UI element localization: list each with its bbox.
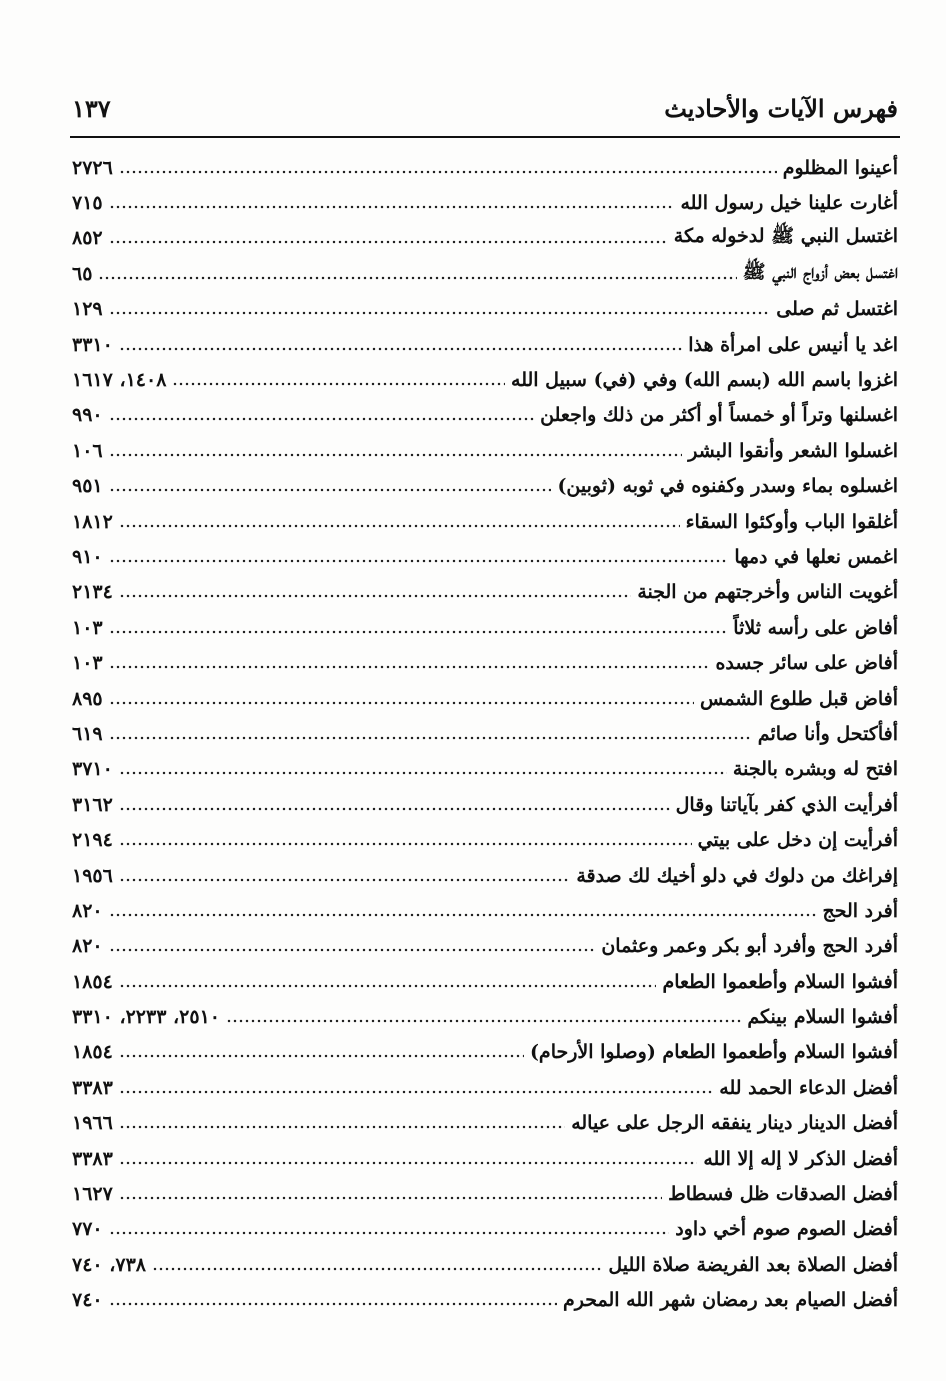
- entry-text: أفضل الصوم صوم أخي داود: [675, 1218, 898, 1241]
- dot-leader: [119, 1124, 565, 1130]
- index-entry: [72, 469, 898, 504]
- index-entry: [72, 964, 898, 999]
- dot-leader: [109, 947, 596, 953]
- index-entry: [72, 1141, 898, 1176]
- dot-leader: [109, 1230, 670, 1236]
- index-entry: [72, 327, 898, 362]
- index-entry: [72, 398, 898, 433]
- dot-leader: [119, 770, 727, 776]
- entry-reference: ٣٣٨٣: [72, 1147, 113, 1170]
- index-entry: [72, 1176, 898, 1211]
- entry-text: أعينوا المظلوم: [782, 156, 898, 179]
- entry-text: أفضل الدعاء الحمد لله: [719, 1076, 898, 1099]
- dot-leader: [152, 1266, 602, 1272]
- dot-leader: [109, 700, 694, 706]
- dot-leader: [119, 169, 777, 175]
- index-entry: [72, 999, 898, 1034]
- entry-reference: ٣١٦٢: [72, 793, 113, 816]
- entry-text: إفراغك من دلوك في دلو أخيك لك صدقة: [576, 864, 898, 887]
- entry-text: اغسلوا الشعر وأنقوا البشر: [688, 439, 898, 462]
- index-entry: [72, 681, 898, 716]
- entry-reference: ١٨٥٤: [72, 1041, 113, 1064]
- index-entry: [72, 716, 898, 751]
- entry-text: أفضل الصدقات ظل فسطاط: [668, 1183, 898, 1206]
- index-entry: [72, 575, 898, 610]
- entry-reference: ١٨١٢: [72, 510, 113, 533]
- entry-text: أغويت الناس وأخرجتهم من الجنة: [637, 581, 898, 604]
- index-entry: [72, 893, 898, 928]
- entry-text: أغارت علينا خيل رسول الله: [680, 192, 898, 215]
- entry-reference: ٢٧٢٦: [72, 156, 113, 179]
- entry-text: أفشوا السلام وأطعموا الطعام (وصلوا الأرحام): [529, 1041, 898, 1064]
- entry-text: أفضل الصيام بعد رمضان شهر الله المحرم: [562, 1289, 898, 1312]
- dot-leader: [109, 1301, 557, 1307]
- dot-leader: [109, 204, 675, 210]
- entry-reference: ٢١٩٤: [72, 829, 113, 852]
- entry-text: أفرأيت إن دخل على بيتي: [697, 829, 898, 852]
- entry-reference: ٨٥٢: [72, 227, 103, 250]
- index-entry: [72, 1106, 898, 1141]
- entry-text: اغتسل ثم صلى: [776, 298, 898, 321]
- entry-reference: ١٠٦: [72, 439, 103, 462]
- entry-reference: ٦٥: [72, 262, 93, 285]
- entry-text: اغتسل بعض أزواج النبي ﷺ: [742, 260, 898, 283]
- entry-text: اغمس نعلها في دمها: [734, 545, 898, 568]
- index-entry: [72, 822, 898, 857]
- entry-reference: ٢٥١٠، ٢٢٣٣، ٣٣١٠: [72, 1006, 220, 1029]
- dot-leader: [119, 1053, 524, 1059]
- entry-text: أفضل الدينار دينار ينفقه الرجل على عياله: [571, 1112, 898, 1135]
- index-list: [72, 150, 898, 1318]
- running-title: فهرس الآيات والأحاديث: [664, 93, 898, 123]
- index-entry: [72, 185, 898, 220]
- index-entry: [72, 929, 898, 964]
- entry-text: أفاض على رأسه ثلاثاً: [733, 616, 898, 639]
- entry-reference: ١٩٥٦: [72, 864, 113, 887]
- dot-leader: [119, 983, 657, 989]
- entry-text: أفشوا السلام وأطعموا الطعام: [662, 970, 898, 993]
- entry-reference: ١٨٥٤: [72, 970, 113, 993]
- entry-text: أفرد الحج: [822, 899, 898, 922]
- index-entry: [72, 221, 898, 256]
- entry-reference: ٨٢٠: [72, 935, 103, 958]
- dot-leader: [109, 735, 752, 741]
- dot-leader: [119, 593, 631, 599]
- entry-text: أفاض على سائر جسده: [715, 652, 898, 675]
- index-entry: [72, 858, 898, 893]
- entry-text: أفضل الصلاة بعد الفريضة صلاة الليل: [608, 1253, 898, 1276]
- dot-leader: [172, 381, 505, 387]
- entry-reference: ٣٣٨٣: [72, 1076, 113, 1099]
- entry-reference: ٩١٠: [72, 545, 103, 568]
- dot-leader: [119, 1195, 662, 1201]
- index-entry: [72, 610, 898, 645]
- dot-leader: [109, 452, 683, 458]
- entry-reference: ٩٩٠: [72, 404, 103, 427]
- dot-leader: [226, 1018, 741, 1024]
- entry-text: أفاض قبل طلوع الشمس: [700, 687, 898, 710]
- dot-leader: [119, 806, 670, 812]
- index-entry: [72, 504, 898, 539]
- entry-reference: ٧٧٠: [72, 1218, 103, 1241]
- dot-leader: [109, 487, 552, 493]
- entry-text: اغزوا باسم الله (بسم الله) وفي (في) سبيل الله: [511, 369, 898, 392]
- entry-text: أفشوا السلام بينكم: [747, 1006, 898, 1029]
- dot-leader: [109, 664, 710, 670]
- dot-leader: [119, 523, 680, 529]
- entry-text: اغد يا أنيس على امرأة هذا: [688, 333, 898, 356]
- entry-text: أغلقوا الباب وأوكئوا السقاء: [685, 510, 898, 533]
- entry-reference: ٧١٥: [72, 192, 103, 215]
- entry-reference: ٧٣٨، ٧٤٠: [72, 1253, 146, 1276]
- index-entry: [72, 362, 898, 397]
- index-entry: [72, 1247, 898, 1282]
- dot-leader: [109, 416, 535, 422]
- index-entry: [72, 1070, 898, 1105]
- entry-reference: ٧٤٠: [72, 1289, 103, 1312]
- index-entry: [72, 645, 898, 680]
- index-entry: [72, 150, 898, 185]
- entry-reference: ٩٥١: [72, 475, 103, 498]
- index-entry: [72, 787, 898, 822]
- dot-leader: [119, 346, 682, 352]
- entry-text: أفرد الحج وأفرد أبو بكر وعمر وعثمان: [601, 935, 898, 958]
- index-entry: [72, 292, 898, 327]
- index-entry: [72, 752, 898, 787]
- dot-leader: [109, 558, 729, 564]
- entry-reference: ٣٣١٠: [72, 333, 113, 356]
- dot-leader: [109, 629, 728, 635]
- entry-text: اغتسل النبي ﷺ لدخوله مكة: [673, 225, 898, 248]
- index-entry: [72, 1212, 898, 1247]
- dot-leader: [109, 912, 817, 918]
- dot-leader: [98, 275, 736, 281]
- page-header: [72, 88, 898, 128]
- entry-text: أفرأيت الذي كفر بآياتنا وقال: [675, 793, 898, 816]
- page-number: ١٣٧: [72, 93, 111, 123]
- entry-reference: ١٠٣: [72, 616, 103, 639]
- entry-text: أفضل الذكر لا إله إلا الله: [703, 1147, 898, 1170]
- dot-leader: [119, 1089, 713, 1095]
- entry-reference: ١٤٠٨، ١٦١٧: [72, 369, 167, 392]
- entry-text: اغسلنها وتراً أو خمساً أو أكثر من ذلك واجعلن: [540, 404, 898, 427]
- entry-reference: ٨٢٠: [72, 899, 103, 922]
- dot-leader: [119, 841, 692, 847]
- entry-reference: ٢١٣٤: [72, 581, 113, 604]
- entry-text: افتح له وبشره بالجنة: [732, 758, 898, 781]
- entry-reference: ٣٧١٠: [72, 758, 113, 781]
- dot-leader: [109, 239, 668, 245]
- index-entry: [72, 1035, 898, 1070]
- dot-leader: [119, 877, 570, 883]
- dot-leader: [119, 1160, 698, 1166]
- index-entry: [72, 433, 898, 468]
- index-entry: [72, 539, 898, 574]
- header-rule: [70, 136, 900, 138]
- entry-reference: ٨٩٥: [72, 687, 103, 710]
- index-entry: [72, 256, 898, 291]
- entry-reference: ١٢٩: [72, 298, 103, 321]
- entry-text: اغسلوه بماء وسدر وكفنوه في ثوبه (ثوبين): [557, 475, 898, 498]
- entry-text: أفأكتحل وأنا صائم: [757, 722, 898, 745]
- index-entry: [72, 1283, 898, 1318]
- entry-reference: ٦١٩: [72, 722, 103, 745]
- entry-reference: ١٦٢٧: [72, 1183, 113, 1206]
- entry-reference: ١٠٣: [72, 652, 103, 675]
- entry-reference: ١٩٦٦: [72, 1112, 113, 1135]
- dot-leader: [109, 310, 771, 316]
